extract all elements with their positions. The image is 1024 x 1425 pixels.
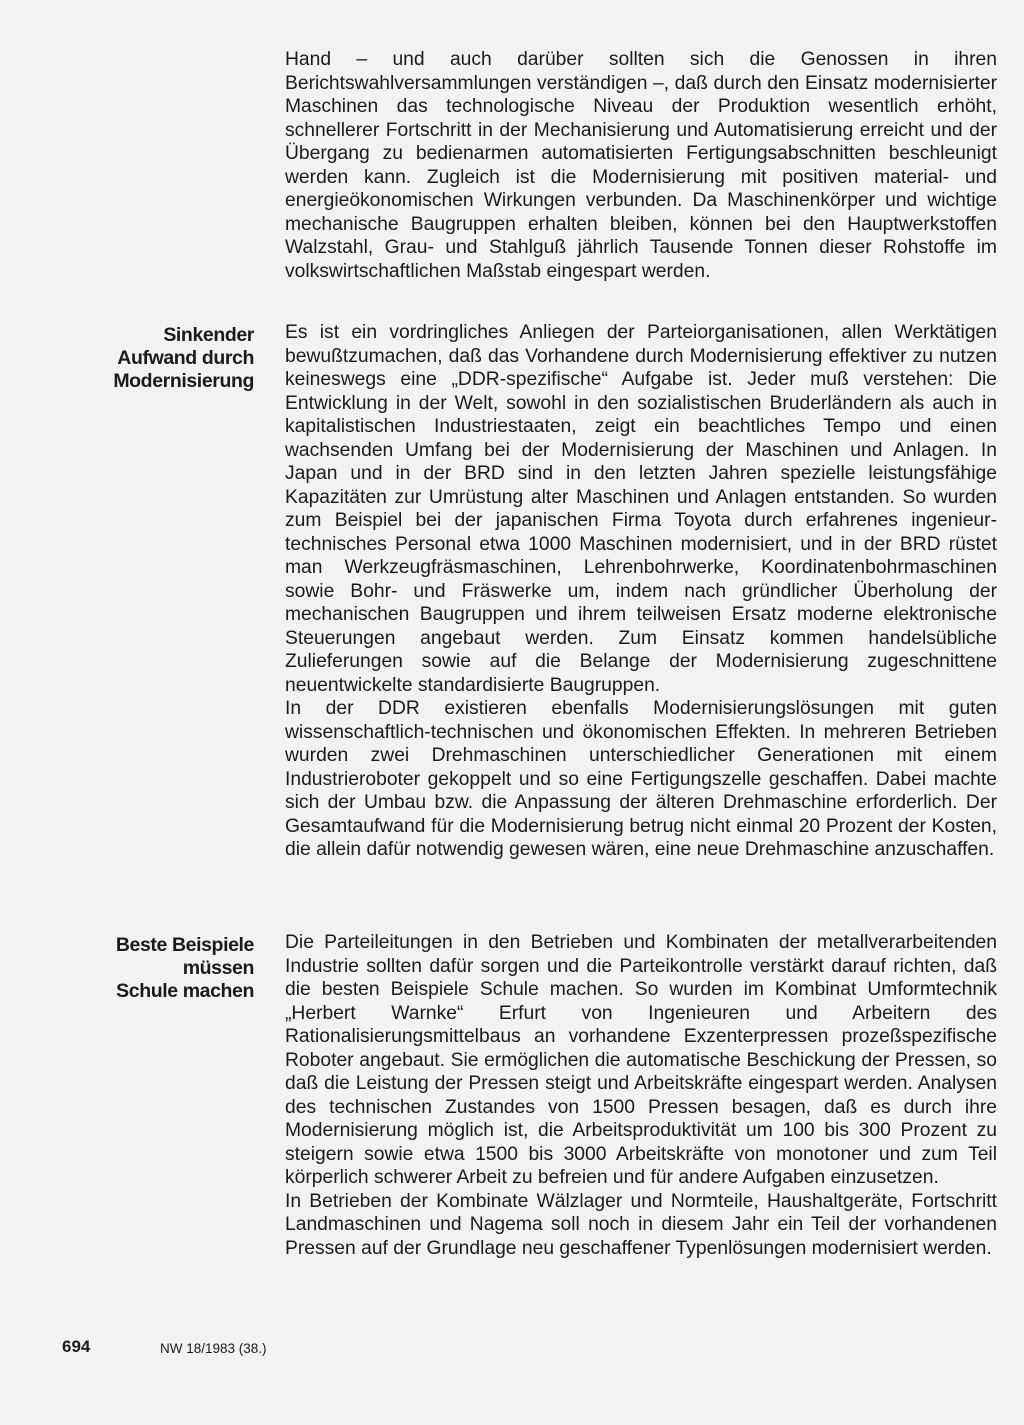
heading-line: Schule machen	[116, 980, 254, 1002]
marginal-heading	[54, 934, 254, 1003]
paragraph: Es ist ein vordringliches Anliegen der Parteiorganisationen, allen Werktätigen bewußtzumachen, daß das Vorhandene durch Modernisierung effektiver zu nutzen keineswegs eine „DDR-spezifische“ Aufgabe ist. Jeder muß verstehen: Die Entwicklung in der Welt, sowohl in den sozialistischen Bruderländern als auch in kapitalistischen Industriestaaten, zeigt ein beachtliches Tempo und einen wachsenden Umfang bei der Modernisierung der Maschinen und Anlagen. In Japan und in der BRD sind in den letzten Jahren spezielle leistungsfähige Kapazitäten zur Umrüstung alter Maschinen und Anlagen entstanden. So wurden zum Beispiel bei der japanischen Firma Toyota durch erfahrenes ingenieur-technisches Personal etwa 1000 Maschinen modernisiert, und in der BRD rüstet man Werkzeugfräsmaschinen, Lehrenbohrwerke, Koordinatenbohrmaschinen sowie Bohr- und Fräswerke um, indem nach gründlicher Überholung der mechanischen Baugruppen und ihrem teilweisen Ersatz moderne elektronische Steuerungen angebaut werden. Zum Einsatz kommen handelsübliche Zulieferungen sowie auf die Belange der Modernisierung zugeschnittene neuentwickelte standardisierte Baugruppen.	[285, 322, 997, 696]
section-text-block	[285, 931, 997, 1260]
intro-text-block	[285, 48, 997, 283]
heading-line: müssen	[182, 957, 254, 979]
marginal-heading	[54, 324, 254, 393]
paragraph: Hand – und auch darüber sollten sich die Genossen in ihren Berichtswahlversammlungen verständigen –, daß durch den Einsatz modernisierter Maschinen das technologische Niveau der Produktion wesentlich erhöht, schnellerer Fortschritt in der Mechanisierung und Automatisierung erreicht und der Übergang zu bedienarmen automatisierten Fertigungsabschnitten beschleunigt werden kann. Zugleich ist die Modernisierung mit positiven material- und energieökonomischen Wirkungen verbunden. Da Maschinenkörper und wichtige mechanische Baugruppen erhalten bleiben, können bei den Hauptwerkstoffen Walzstahl, Grau- und Stahlguß jährlich Tausende Tonnen dieser Rohstoffe im volkswirtschaftlichen Maßstab eingespart werden.	[285, 49, 997, 282]
heading-line: Sinkender	[163, 324, 254, 346]
paragraph: In der DDR existieren ebenfalls Modernisierungslösungen mit guten wissenschaftlich-technischen und ökonomischen Effekten. In mehreren Betrieben wurden zwei Drehmaschinen unterschiedlicher Generationen mit einem Industrieroboter gekoppelt und so eine Fertigungszelle geschaffen. Dabei machte sich der Umbau bzw. die Anpassung der älteren Drehmaschine erforderlich. Der Gesamtaufwand für die Modernisierung betrug nicht einmal 20 Prozent der Kosten, die allein dafür notwendig gewesen wären, eine neue Drehmaschine anzuschaffen.	[285, 698, 997, 860]
heading-line: Modernisierung	[113, 370, 254, 392]
heading-line: Beste Beispiele	[115, 934, 254, 956]
paragraph: Die Parteileitungen in den Betrieben und Kombinaten der metallverarbeitenden Industrie sollten dafür sorgen und die Parteikontrolle verstärkt darauf richten, daß die besten Beispiele Schule machen. So wurden im Kombinat Umformtechnik „Herbert Warnke“ Erfurt von Ingenieuren und Arbeitern des Rationalisierungsmittelbaus an vorhandene Exzenterpressen prozeßspezifische Roboter angebaut. Sie ermöglichen die automatische Beschickung der Pressen, so daß die Leistung der Pressen steigt und Arbeitskräfte eingespart werden. Analysen des technischen Zustandes von 1500 Pressen besagen, daß es durch ihre Modernisierung möglich ist, die Arbeitsproduktivität um 100 bis 300 Prozent zu steigern sowie etwa 1500 bis 3000 Arbeitskräfte von monotoner und zum Teil körperlich schwerer Arbeit zu befreien und für andere Aufgaben einzusetzen.	[285, 932, 997, 1188]
page-number: 694	[62, 1337, 91, 1356]
journal-reference: NW 18/1983 (38.)	[160, 1341, 267, 1356]
paragraph: In Betrieben der Kombinate Wälzlager und Normteile, Haushaltgeräte, Fortschritt Landmaschinen und Nagema soll noch in diesem Jahr ein Teil der vorhandenen Pressen auf der Grundlage neu geschaffener Typenlösungen modernisiert werden.	[285, 1190, 997, 1259]
heading-line: Aufwand durch	[117, 347, 254, 369]
section-text-block	[285, 321, 997, 862]
